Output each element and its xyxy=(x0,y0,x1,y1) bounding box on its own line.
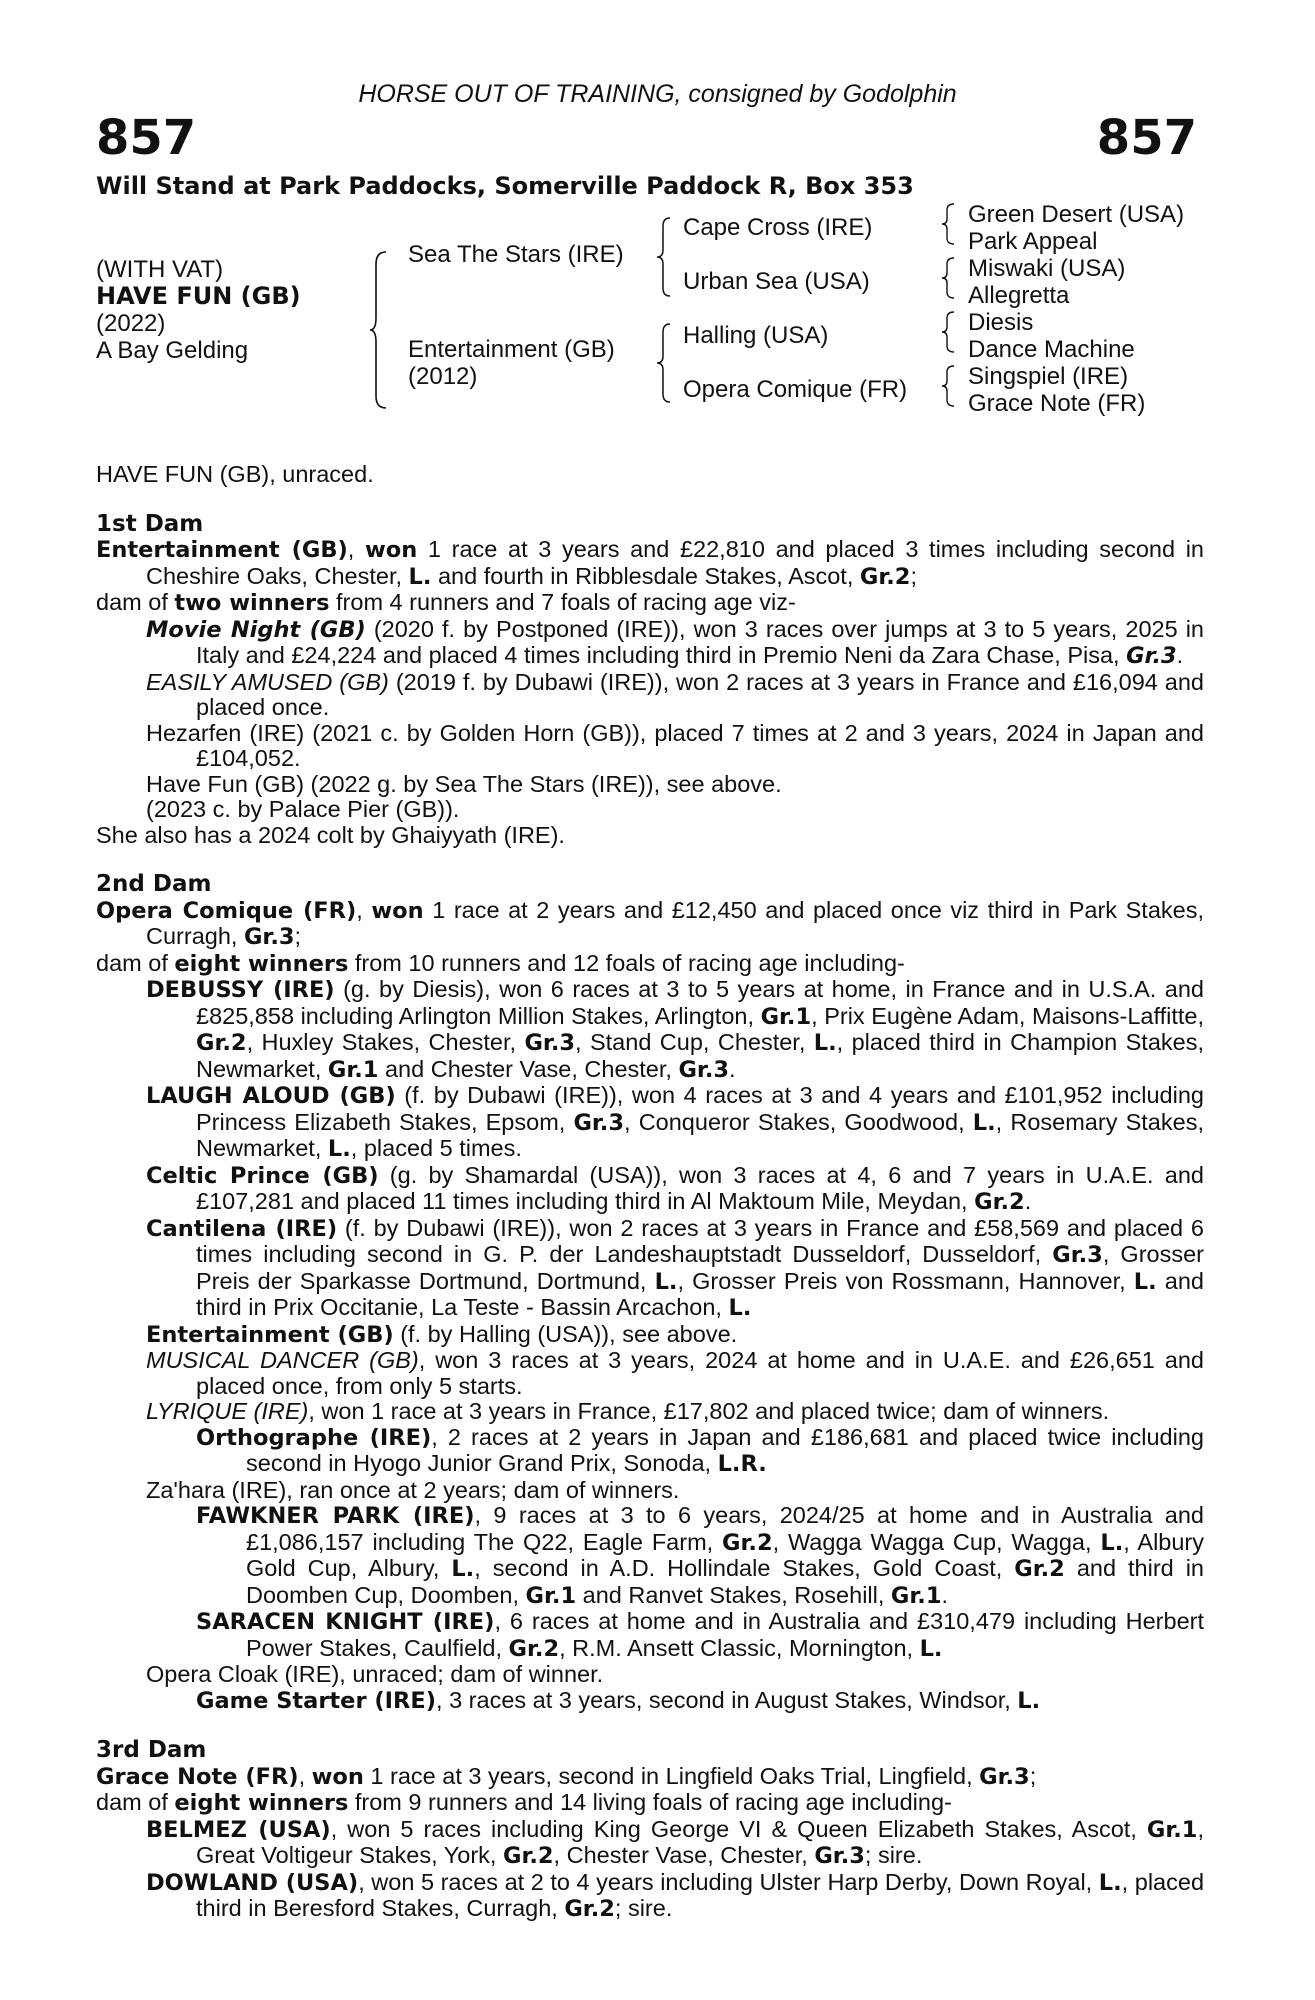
second-dam-name: Opera Comique (FR) xyxy=(96,897,357,924)
foal-text: , Prix Eugène Adam, Maisons-Laffitte, xyxy=(811,1002,1204,1029)
pedigree-dsd: Dance Machine xyxy=(968,336,1135,363)
foal-text: , Huxley Stakes, Chester, xyxy=(246,1029,525,1055)
foal-text: , Chester Vase, Chester, xyxy=(553,1842,815,1868)
foal-name: Movie Night (GB) xyxy=(146,616,366,643)
foal-entry-cantilena xyxy=(146,1216,1204,1322)
foal-name: LYRIQUE (IRE) xyxy=(146,1398,309,1424)
group-mark: Gr.2 xyxy=(722,1529,773,1556)
foal-text: , 9 races at 3 to 6 years, 2024/25 at home and in Australia and £1,086,157 including The Q22, Eagle Farm, xyxy=(246,1502,1204,1555)
listed-mark: L. xyxy=(451,1556,475,1582)
foal-text: , second in A.D. Hollindale Stakes, Gold Coast, xyxy=(474,1555,1015,1581)
foal-text: (f. by Halling (USA)), see above. xyxy=(393,1320,738,1347)
pedigree-ssd: Park Appeal xyxy=(968,228,1098,255)
foal-name: BELMEZ (USA) xyxy=(146,1816,331,1843)
foal-text: (f. by Dubawi (IRE)), won 4 races at 3 and 4 years and £101,952 including Princess Elizabeth Stakes, Epsom, xyxy=(196,1082,1204,1135)
punct: . xyxy=(729,1055,736,1082)
second-dam-won: won xyxy=(371,897,424,924)
group-mark: Gr.3 xyxy=(814,1843,865,1869)
group-mark: Gr.3 xyxy=(979,1763,1030,1790)
group-mark: Gr.1 xyxy=(327,1056,379,1083)
group-mark: Gr.1 xyxy=(525,1582,577,1609)
listed-mark: L. xyxy=(1100,1529,1124,1556)
foal-text: , Albury Gold Cup, Albury, xyxy=(246,1528,1205,1581)
foal-text: , won 5 races at 2 to 4 years including Ulster Harp Derby, Down Royal, xyxy=(358,1868,1099,1895)
consignment-line: HORSE OUT OF TRAINING, consigned by Godolphin xyxy=(358,80,957,108)
foal-text: and third in Prix Occitanie, La Teste - Bassin Arcachon, xyxy=(196,1267,1204,1320)
punct: . xyxy=(1024,1188,1032,1214)
foal-text: (g. by Shamardal (USA)), won 3 races at 4, 6 and 7 years in U.A.E. and £107,281 and placed 11 times including third in Al Maktoum Mile, Meydan, xyxy=(196,1161,1204,1214)
foal-text: and Ranvet Stakes, Rosehill, xyxy=(576,1581,891,1608)
dam-of-text-b: from 9 runners and 14 living foals of racing age including- xyxy=(348,1789,952,1815)
third-dam-record-text: 1 race at 3 years, second in Lingfield Oaks Trial, Lingfield, xyxy=(363,1762,980,1789)
also-note: She also has a 2024 colt by Ghaiyyath (IRE). xyxy=(96,821,565,848)
winners-count: eight winners xyxy=(174,1790,349,1816)
group-mark: Gr.2 xyxy=(564,1896,615,1922)
lot-number-right: 857 xyxy=(1096,110,1197,166)
first-dam-record-text: 1 race at 3 years and £22,810 and placed 3 times including second in Cheshire Oaks, Chester, xyxy=(146,536,1204,589)
pedigree-ddd: Grace Note (FR) xyxy=(968,390,1146,417)
foal-name: Entertainment (GB) xyxy=(146,1321,394,1348)
foal-name: MUSICAL DANCER (GB) xyxy=(146,1347,419,1373)
foal-name: Cantilena (IRE) xyxy=(146,1215,338,1242)
foal-entry-lyrique xyxy=(146,1399,1204,1425)
foal-text: , placed 5 times. xyxy=(350,1135,522,1161)
listed-mark: L. xyxy=(654,1268,678,1295)
listed-mark: L. xyxy=(972,1109,996,1136)
punct: ; xyxy=(294,923,302,949)
foal-text: ; sire. xyxy=(864,1842,923,1868)
first-dam-heading: 1st Dam xyxy=(96,510,204,537)
foal-text: , R.M. Ansett Classic, Mornington, xyxy=(559,1634,920,1661)
first-dam-record: Entertainment (GB), won 1 race at 3 years and £22,810 and placed 3 times including second in Cheshire Oaks, Chester, L. and fourth in Ribblesdale Stakes, Ascot, Gr.2; xyxy=(96,536,1204,590)
group-mark: Gr.3 xyxy=(678,1056,730,1083)
pedigree-brace-dam xyxy=(655,322,673,404)
listed-mark: L.R. xyxy=(717,1451,767,1477)
group-mark: Gr.3 xyxy=(573,1109,625,1136)
foal-name: Celtic Prince (GB) xyxy=(146,1162,379,1189)
pedigree-brace-dd xyxy=(940,364,956,408)
foal-entry xyxy=(146,617,1204,670)
pedigree-dam-year: (2012) xyxy=(408,363,478,390)
dam-of-text-b: from 10 runners and 12 foals of racing age including- xyxy=(348,949,905,976)
dam-of-text-b: from 4 runners and 7 foals of racing age viz- xyxy=(329,589,796,615)
dam-of-text: dam of xyxy=(96,949,175,976)
third-dam-heading: 3rd Dam xyxy=(96,1737,207,1763)
foal-text: , 6 races at home and in Australia and £310,479 including Herbert Power Stakes, Caulfield, xyxy=(246,1608,1204,1661)
grandfoal-entry-fawkner-park xyxy=(196,1503,1204,1609)
pedigree-brace-sd xyxy=(940,256,956,300)
listed-mark: L. xyxy=(1098,1869,1122,1896)
group-mark: Gr.2 xyxy=(974,1189,1025,1215)
pedigree-brace-ss xyxy=(940,202,956,246)
foal-text: (g. by Diesis), won 6 races at 3 to 5 years at home, in France and in U.S.A. and £825,858 including Arlington Million Stakes, Arlington, xyxy=(196,976,1204,1029)
unraced-note: HAVE FUN (GB), unraced. xyxy=(96,461,374,487)
foal-entry-belmez xyxy=(146,1817,1204,1870)
pedigree-brace-main xyxy=(368,250,390,410)
group-mark: Gr.2 xyxy=(508,1635,560,1662)
first-dam-record-text-b: and fourth in Ribblesdale Stakes, Ascot, xyxy=(431,562,860,589)
pedigree-sire-dam: Urban Sea (USA) xyxy=(683,268,870,295)
pedigree-brace-ds xyxy=(940,310,956,354)
vat-note: (WITH VAT) xyxy=(96,256,224,283)
group-mark: Gr.3 xyxy=(524,1030,576,1056)
foal-name: Game Starter (IRE) xyxy=(196,1687,437,1714)
foal-entry: (2023 c. by Palace Pier (GB)). xyxy=(146,796,460,822)
horse-name: HAVE FUN (GB) xyxy=(96,282,301,310)
dam-of-text: dam of xyxy=(96,589,175,615)
stand-location: Will Stand at Park Paddocks, Somerville Paddock R, Box 353 xyxy=(96,172,914,200)
dam-of-text: dam of xyxy=(96,1789,175,1815)
listed-mark: L. xyxy=(327,1136,351,1162)
listed-mark: L. xyxy=(1133,1268,1157,1295)
catalogue-body xyxy=(96,462,1204,1923)
foal-entry-zahara: Za'hara (IRE), ran once at 2 years; dam of winners. xyxy=(146,1476,680,1503)
second-dam-heading: 2nd Dam xyxy=(96,871,212,897)
foal-text: (2019 f. by Dubawi (IRE)), won 2 races at 3 years in France and £16,094 and placed once. xyxy=(196,668,1205,720)
grandfoal-entry-orthographe xyxy=(196,1425,1204,1478)
listed-mark: L. xyxy=(919,1635,943,1662)
foal-text: , won 3 races at 3 years, 2024 at home and in U.A.E. and £26,651 and placed once, from only 5 starts. xyxy=(196,1347,1205,1399)
listed-mark: L. xyxy=(408,563,432,590)
third-dam-produce xyxy=(96,1790,1204,1817)
grandfoal-entry-game-starter xyxy=(196,1688,1204,1715)
horse-year: (2022) xyxy=(96,310,166,337)
foal-text: , Wagga Wagga Cup, Wagga, xyxy=(772,1528,1101,1555)
foal-entry: Hezarfen (IRE) (2021 c. by Golden Horn (GB)), placed 7 times at 2 and 3 years, 2024 in Japan and £104,052. xyxy=(146,719,1204,771)
group-mark: Gr.2 xyxy=(859,563,911,590)
group-mark: Gr.1 xyxy=(890,1582,942,1609)
foal-text: , Grosser Preis der Sparkasse Dortmund, Dortmund, xyxy=(196,1241,1204,1294)
pedigree-dam: Entertainment (GB) xyxy=(408,336,615,363)
foal-text: , Stand Cup, Chester, xyxy=(575,1029,814,1055)
group-mark: Gr.3 xyxy=(1052,1242,1103,1268)
group-mark: Gr.1 xyxy=(760,1003,812,1030)
foal-name: FAWKNER PARK (IRE) xyxy=(196,1503,475,1529)
foal-text: ; sire. xyxy=(614,1895,673,1921)
pedigree-dam-dam: Opera Comique (FR) xyxy=(683,376,908,403)
group-mark: Gr.3 xyxy=(243,924,295,950)
foal-text: (f. by Dubawi (IRE)), won 2 races at 3 years in France and £58,569 and placed 6 times including second in G. P. der Landeshauptstadt Dusseldorf, Dusseldorf, xyxy=(196,1214,1205,1267)
foal-text: , won 5 races including King George VI & Queen Elizabeth Stakes, Ascot, xyxy=(330,1815,1147,1842)
first-dam-name: Entertainment (GB) xyxy=(96,537,348,563)
first-dam-won: won xyxy=(364,537,418,563)
third-dam-record: Grace Note (FR), won 1 race at 3 years, second in Lingfield Oaks Trial, Lingfield, Gr.3; xyxy=(96,1762,1037,1790)
foal-name: SARACEN KNIGHT (IRE) xyxy=(196,1609,495,1635)
foal-text: , placed third in Champion Stakes, Newmarket, xyxy=(196,1029,1204,1082)
listed-mark: L. xyxy=(813,1030,837,1056)
third-dam-name: Grace Note (FR) xyxy=(96,1763,299,1790)
pedigree-dds: Singspiel (IRE) xyxy=(968,363,1129,390)
foal-entry: Have Fun (GB) (2022 g. by Sea The Stars (IRE)), see above. xyxy=(146,770,782,797)
group-mark: Gr.2 xyxy=(1014,1556,1065,1582)
pedigree-sire: Sea The Stars (IRE) xyxy=(408,241,624,268)
foal-entry-dowland xyxy=(146,1870,1204,1923)
foal-text: (2020 f. by Postponed (IRE)), won 3 races over jumps at 3 to 5 years, 2025 in Italy and £24,224 and placed 4 times including third in Premio Neni da Zara Chase, Pisa, xyxy=(196,615,1204,668)
group-mark: Gr.3 xyxy=(1126,643,1177,669)
foal-name: DEBUSSY (IRE) xyxy=(146,977,335,1003)
foal-entry xyxy=(146,670,1204,721)
foal-text: , Great Voltigeur Stakes, York, xyxy=(196,1815,1204,1868)
winners-count: eight winners xyxy=(174,950,349,977)
foal-name: DOWLAND (USA) xyxy=(146,1869,359,1896)
listed-mark: L. xyxy=(728,1295,752,1321)
pedigree-sss: Green Desert (USA) xyxy=(968,201,1185,228)
foal-text: and third in Doomben Cup, Doomben, xyxy=(246,1555,1204,1608)
foal-entry-laugh-aloud xyxy=(146,1083,1204,1163)
group-mark: Gr.2 xyxy=(196,1030,247,1056)
pedigree-sdd: Allegretta xyxy=(968,282,1070,309)
punct: ; xyxy=(1029,1762,1037,1789)
foal-entry-opera-cloak: Opera Cloak (IRE), unraced; dam of winner. xyxy=(146,1661,604,1687)
punct: ; xyxy=(910,562,917,589)
pedigree-sire-sire: Cape Cross (IRE) xyxy=(683,214,873,241)
second-dam-produce xyxy=(96,951,1204,978)
grandfoal-entry-saracen-knight xyxy=(196,1609,1204,1662)
pedigree-brace-sire xyxy=(655,216,673,298)
second-dam-record: Opera Comique (FR), won 1 race at 2 years and £12,450 and placed once viz third in Park Stakes, Curragh, Gr.3; xyxy=(96,896,1204,950)
group-mark: Gr.2 xyxy=(502,1843,554,1869)
foal-name: LAUGH ALOUD (GB) xyxy=(146,1083,396,1109)
foal-name: Orthographe (IRE) xyxy=(196,1424,432,1451)
punct: . xyxy=(1176,642,1184,668)
foal-text: and Chester Vase, Chester, xyxy=(378,1055,679,1082)
foal-entry-musical-dancer xyxy=(146,1348,1204,1399)
group-mark: Gr.1 xyxy=(1146,1816,1198,1843)
foal-text: , Rosemary Stakes, Newmarket, xyxy=(196,1108,1204,1161)
foal-entry-entertainment xyxy=(146,1322,1204,1349)
foal-text: , 2 races at 2 years in Japan and £186,681 and placed twice including second in Hyogo Junior Grand Prix, Sonoda, xyxy=(246,1423,1204,1476)
foal-text: , won 1 race at 3 years in France, £17,802 and placed twice; dam of winners. xyxy=(308,1398,1110,1424)
lot-number-left: 857 xyxy=(96,110,197,166)
pedigree-sds: Miswaki (USA) xyxy=(968,255,1126,282)
foal-text: , Conqueror Stakes, Goodwood, xyxy=(624,1108,973,1135)
horse-description: A Bay Gelding xyxy=(96,337,249,364)
winners-count: two winners xyxy=(174,590,330,616)
foal-text: , Grosser Preis von Rossmann, Hannover, xyxy=(677,1267,1134,1294)
second-dam-record-text: 1 race at 2 years and £12,450 and placed once viz third in Park Stakes, Curragh, xyxy=(146,896,1204,949)
punct: . xyxy=(941,1581,949,1608)
foal-text: , placed third in Beresford Stakes, Curragh, xyxy=(196,1868,1205,1921)
first-dam-produce xyxy=(96,590,1204,617)
foal-text: , 3 races at 3 years, second in August Stakes, Windsor, xyxy=(436,1686,1018,1713)
foal-name: EASILY AMUSED (GB) xyxy=(146,668,389,695)
foal-entry-debussy xyxy=(146,977,1204,1083)
foal-entry-celtic-prince xyxy=(146,1163,1204,1216)
pedigree-dam-sire: Halling (USA) xyxy=(683,322,829,349)
listed-mark: L. xyxy=(1017,1687,1041,1714)
third-dam-won: won xyxy=(311,1763,364,1790)
pedigree-dss: Diesis xyxy=(968,309,1034,336)
